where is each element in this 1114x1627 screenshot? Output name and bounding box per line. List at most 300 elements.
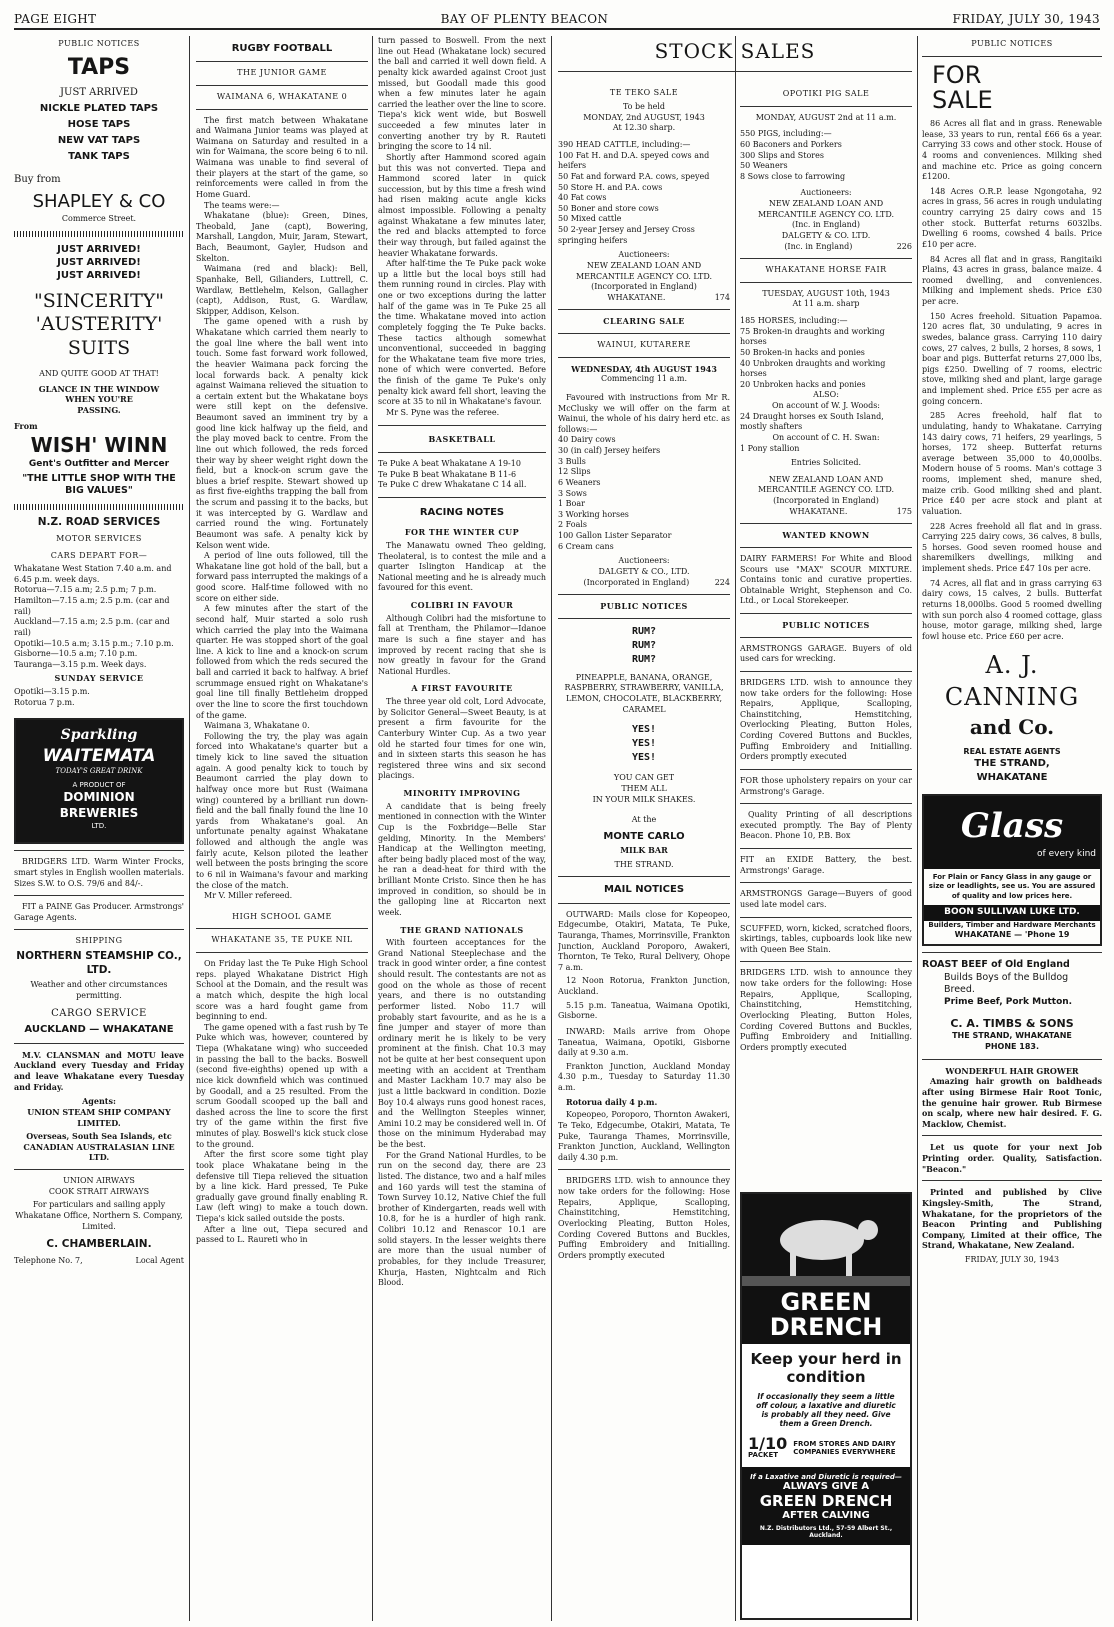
junior-game: THE JUNIOR GAME	[237, 68, 327, 78]
column-3	[378, 36, 546, 1621]
time-line: Rotorua—7.15 a.m; 2.5 p.m; 7 p.m.	[14, 585, 157, 595]
mail-line: 12 Noon Rotorua, Frankton Junction, Auckland.	[558, 976, 730, 997]
divider	[740, 547, 912, 548]
airways: UNION AIRWAYS	[63, 1176, 135, 1185]
drench-word: GREEN	[780, 1288, 872, 1316]
pig-item: 50 Weaners	[740, 161, 788, 171]
nationals-para: With fourteen acceptances for the Grand National Steeplechase and the track in good winter order, a fine contest should result. The contestants are not as good on the whole as those of recent years, and there is no outstanding performer listed. Nobo 11.7 will probably start favourite, and as he is a fine jumper and stayer of more than ordinary merit he is likely to be very prominent at the finish. Chat 10.3 may not be quite at her best consequent upon meeting with an accident at Trentham and Master Lackham 10.7 may also be just a little backward in condition. Dozie Boy 10.4 always runs good honest races, and the Wellington Steeples winner, Amini 10.2 may be considered well in. Of those on the minimum Hyderabad may be the best.	[378, 938, 546, 1150]
cargo-service: CARGO SERVICE	[51, 1008, 147, 1020]
divider	[558, 903, 730, 904]
minority-para: A candidate that is being freely mentioned in connection with the Winter Cup is the Foxbridge—Belle Star gelding, Minority. In the Members' Handicap at the Wellington meeting, after being badly placed most of the way, he ran a dead-heat for third with the brilliant Monte Cristo. Since then he has improved in condition, so should be in the galloping line at Riccarton next week.	[378, 801, 546, 917]
auctioneer: (Incorporated in England)	[773, 496, 879, 505]
brew-line: DOMINION	[63, 790, 135, 805]
wanted-known: WANTED KNOWN	[782, 530, 870, 541]
divider	[196, 61, 368, 62]
shipping-heading: SHIPPING	[75, 936, 123, 946]
sharp: At 11 a.m. sharp	[792, 299, 860, 309]
cattle-item: 50 Boner and store cows	[558, 203, 659, 213]
rugby-para: Waimana (red and black): Bell, Spanhake, Bell, Gilianders, Luttrell, C. Wardlaw, Bettlehelm, Kelson, Gallagher (capt), Addison, Rust, G. Wardlaw, Skipper, Addison, Kelson.	[196, 264, 368, 316]
divider	[922, 1135, 1102, 1136]
footer-date: FRIDAY, JULY 30, 1943	[964, 1255, 1060, 1265]
public-notices-heading: PUBLIC NOTICES	[600, 601, 688, 612]
glass-banner	[924, 796, 1100, 869]
listing: 150 Acres freehold. Situation Papamoa. 120 acres flat, 30 undulating, 9 acres in swedes, balance grass. Carrying 110 dairy cows, 27 calves, 2 bulls, 2 horses, 8 sows, 1 boar and pigs. Butterfat returns 27,000 lbs, pigs £250. Dwelling of 7 rooms, electric stove, milking shed and plant, large garage and implement shed. Price £55 per acre as going concern.	[922, 311, 1102, 406]
dairy-item: 1 Boar	[558, 499, 585, 509]
divider	[14, 1169, 184, 1170]
divider	[14, 504, 184, 510]
from-stores: FROM STORES AND DAIRY COMPANIES EVERYWHERE	[793, 1439, 896, 1456]
shapley-address: Commerce Street.	[61, 214, 137, 224]
hs-cont-para: Mr S. Pyne was the referee.	[386, 407, 500, 417]
divider	[558, 594, 730, 595]
packet: PACKET	[748, 1451, 779, 1460]
wish-shop: "THE LITTLE SHOP WITH THE BIG VALUES"	[22, 472, 176, 497]
suits-tail: GLANCE IN THE WINDOW	[38, 383, 160, 394]
brew-line: LTD.	[91, 821, 107, 830]
divider	[14, 850, 184, 851]
pig-item: 550 PIGS, including:—	[740, 129, 832, 139]
divider	[196, 85, 368, 86]
keep-herd: Keep your herd in condition	[750, 1350, 902, 1387]
auctioneer: Auctioneers:	[800, 188, 852, 198]
motor-services: MOTOR SERVICES	[56, 533, 142, 543]
horse-fair-title: WHAKATANE HORSE FAIR	[765, 265, 887, 275]
cattle-item: 50 Store H. and P.A. cows	[558, 182, 663, 192]
suits-line: "SINCERITY"	[33, 289, 165, 312]
price-block	[748, 1436, 787, 1459]
yes-line: YES!	[631, 752, 657, 764]
get-them: IN YOUR MILK SHAKES.	[592, 794, 696, 804]
cattle-item: 40 Fat cows	[558, 193, 607, 203]
basketball-title: BASKETBALL	[428, 433, 496, 444]
horse-item: 40 Unbroken draughts and working horses	[740, 358, 886, 379]
colibri-title: COLIBRI IN FAVOUR	[410, 600, 514, 611]
always: ALWAYS GIVE A	[782, 1481, 870, 1493]
re-addr: WHAKATANE	[976, 771, 1048, 783]
arrived-line: JUST ARRIVED!	[57, 269, 141, 281]
route: AUCKLAND — WHAKATANE	[24, 1024, 174, 1036]
monte-carlo: MONTE CARLO	[603, 830, 685, 842]
hair-text: Amazing hair growth on baldheads after using Birmese Hair Root Tonic, the genuine hair grower. Rub Birmese on scalp, where new hair desired. F. G. Macklow, Chemist.	[922, 1076, 1102, 1129]
taps-line: HOSE TAPS	[67, 118, 131, 130]
horse-item: 20 Unbroken hacks and ponies	[740, 379, 866, 389]
divider	[740, 106, 912, 107]
cattle-item: 50 2-year Jersey and Jersey Cross springing heifers	[558, 225, 695, 245]
tuesday: TUESDAY, AUGUST 10th, 1943	[762, 288, 890, 298]
winter-cup: FOR THE WINTER CUP	[404, 527, 520, 538]
rum-line: RUM?	[631, 653, 657, 665]
divider	[740, 523, 912, 524]
dairy-item: 6 Weaners	[558, 477, 601, 487]
sunday-time: Opotiki—3.15 p.m.	[14, 687, 90, 696]
sunday-time: Rotorua 7 p.m.	[14, 697, 75, 707]
time-line: Auckland—7.15 a.m; 2.5 p.m. (car and rail)	[14, 617, 170, 637]
waitemata-ad	[14, 718, 184, 844]
sunday-service: SUNDAY SERVICE	[54, 673, 144, 684]
hs-cont-para: Shortly after Hammond scored again but this was not converted. Tiepa and Hammond scored later in quick succession, but by this time a fresh wind had risen making acute angle kicks almost impossible. Following a penalty against Whakatane a few minutes later, the red and blacks attempted to force their way through, but failed against the heavier Whakatane forwards.	[378, 152, 546, 258]
drench-word: DRENCH	[769, 1313, 883, 1342]
masthead	[14, 8, 1100, 30]
column-rule	[372, 36, 373, 1621]
for-sale-word: SALE	[932, 85, 993, 114]
wainui: WAINUI, KUTARERE	[597, 340, 691, 350]
divider	[922, 952, 1102, 953]
union-steam: UNION STEAM SHIP COMPANY LIMITED.	[27, 1106, 171, 1128]
divider	[558, 357, 730, 358]
teteko-held: At 12.30 sharp.	[612, 123, 676, 133]
hs-para: The game opened with a fast rush by Te Puke which was, however, countered by Tiepa (Whakatane wing) who succeeded in passing the ball to the backs. Boswell (second five-eighths) opened up with a nice kick downfield which was continued by Goodall, and a 25 resulted. From the scrum Goodall scooped up the ball and dashed across the line to score the first try of the game within the first five minutes of play. Boswell's kick stuck close to the ground.	[196, 1022, 368, 1149]
hs-para: After the first score some tight play took place Whakatane being in the defensive till Tiepa relieved the situation by a line kick. Hard pressed, Te Puke gradually gave ground finally enabling R. Law (left wing) to make a touch down. Tiepa's kick sailed outside the posts.	[196, 1150, 368, 1224]
divider	[558, 618, 730, 619]
notice: FIT an EXIDE Battery, the best. Armstrongs' Garage.	[740, 855, 912, 875]
divider	[922, 1180, 1102, 1181]
time-line: Hamilton—7.15 a.m; 2.5 p.m. (car and rail)	[14, 596, 170, 616]
buy-from: Buy from	[14, 173, 61, 185]
wish-winn: WISH' WINN	[30, 433, 168, 458]
ad-number: 174	[714, 292, 730, 302]
divider	[740, 671, 912, 672]
divider	[740, 637, 912, 638]
drench-title	[742, 1286, 910, 1344]
dairy-item: 3 Working horses	[558, 509, 629, 519]
listing: 148 Acres O.R.P. lease Ngongotaha, 92 acres in grass, 56 acres in rough undulating country carrying 25 dairy cows and 15 other stock. Butterfat returns 6032lbs. Dwelling 6 rooms, cowshed 4 bails. Price £10 per acre.	[922, 186, 1102, 249]
rugby-para: Whakatane (blue): Green, Dines, Theobald, Jane (capt), Bowering, Marshall, Langdon, Muir, Jaram, Stewart, Bach, Beaumont, Gayler, Hudson and Skelton.	[196, 211, 368, 263]
arrived-line: JUST ARRIVED!	[57, 256, 141, 268]
hs-para: After a line out, Tiepa secured and passed to L. Raureti who in	[196, 1224, 368, 1245]
divider	[740, 961, 912, 962]
price: 1/10	[748, 1434, 788, 1454]
hs-cont-para: After half-time the Te Puke pack woke up a little but the local boys still had them running round in circles. Play with one or two exceptions during the latter half of the game was in Te Puke 25 all the time. Whakatane moved into action completely fogging the Te Puke backs. These tactics although somewhat unconventional, succeeded in bagging for the Whakatane team five more tries, none of which were converted. Before the finish of the game Te Puke's only penalty kick award fell short, leaving the score at 35 to nil in Whakatane's favour.	[378, 259, 546, 407]
green-drench-2: GREEN DRENCH	[759, 1492, 893, 1511]
rugby-para: A period of line outs followed, till the Whakatane line got hold of the ball, but a forward pass interrupted the makings of a good score. Half-time followed with no score on either side.	[196, 551, 368, 603]
divider	[740, 917, 912, 918]
milk-bar: MILK BAR	[620, 845, 668, 856]
column-6	[922, 36, 1102, 1621]
auctioneer: (Inc. in England)	[791, 220, 861, 230]
column-2	[196, 36, 368, 1621]
pig-item: 300 Slips and Stores	[740, 150, 824, 160]
mail-title: MAIL NOTICES	[603, 884, 685, 896]
rugby-para: The teams were:—	[204, 200, 280, 210]
pig-item: 8 Sows close to farrowing	[740, 171, 846, 181]
mail-line: 5.15 p.m. Taneatua, Waimana Opotiki, Gisborne.	[558, 1000, 730, 1021]
divider	[740, 282, 912, 283]
get-them: THEM ALL	[621, 783, 667, 793]
racing-title: RACING NOTES	[419, 507, 505, 518]
mail-line: OUTWARD: Mails close for Kopeopeo, Edgecumbe, Otakiri, Matata, Te Puke, Tauranga, Thames, Morrinsville, Frankton Junction, Auckland Poroporo, Awakeri, Thornton, Te Teko, Rural Delivery, Ohope 7 a.m.	[558, 909, 730, 972]
weather-note: Weather and other circumstances permitting.	[30, 979, 168, 1000]
canning-co: and Co.	[969, 715, 1055, 740]
clearing-title: CLEARING SALE	[603, 316, 685, 327]
divider	[14, 929, 184, 930]
notice: FOR those upholstery repairs on your car Armstrong's Garage.	[740, 775, 912, 796]
divider	[558, 333, 730, 334]
also: ALSO:	[813, 390, 839, 400]
timbs: C. A. TIMBS & SONS	[950, 1016, 1074, 1030]
dairy-item: 40 Dairy cows	[558, 435, 616, 445]
divider	[922, 56, 1102, 57]
brew-line: Sparkling	[60, 727, 138, 744]
notice: Quality Printing of all descriptions executed promptly. The Bay of Plenty Beacon. Phone 10, P.B. Box	[740, 810, 912, 841]
suits-line: SUITS	[67, 337, 131, 360]
auctioneer: (Incorporated in England)	[591, 282, 697, 292]
monday: MONDAY, AUGUST 2nd at 11 a.m.	[755, 112, 897, 122]
quote-text: Let us quote for your next Job Printing order. Quality, Satisfaction. "Beacon."	[922, 1142, 1102, 1174]
wednesday: WEDNESDAY, 4th AUGUST 1943	[571, 363, 717, 374]
bball-result: Te Puke C drew Whakatane C 14 all.	[378, 480, 527, 490]
chamberlain: C. CHAMBERLAIN.	[46, 1238, 152, 1251]
mv-notice: M.V. CLANSMAN and MOTU leave Auckland every Tuesday and Friday and leave Whakatane every Tuesday and Friday.	[14, 1049, 184, 1092]
woods: On account of W. J. Woods:	[772, 401, 880, 410]
builds-boys: Builds Boys of the Bulldog Breed.	[944, 971, 1069, 996]
taps-line: TANK TAPS	[68, 150, 130, 162]
auctioneer: (Incorporated in England)	[583, 577, 690, 587]
cattle-item: 100 Fat H. and D.A. speyed cows and heifers	[558, 150, 710, 171]
public-notices-heading: PUBLIC NOTICES	[782, 620, 870, 630]
favourite-title: A FIRST FAVOURITE	[411, 683, 513, 694]
cattle-item: 50 Mixed cattle	[558, 214, 622, 224]
hs-para: On Friday last the Te Puke High School reps. played Whakatane District High School at the Domain, and the result was a match which, despite the high local score was a hard fought game from beginning to end.	[196, 959, 368, 1022]
pony: 1 Pony stallion	[740, 443, 800, 453]
divider	[14, 895, 184, 896]
for-sale	[932, 60, 1102, 114]
horse-item: 50 Broken-in hacks and ponies	[740, 347, 865, 357]
column-rule	[551, 36, 552, 1621]
time-line: Whakatane West Station 7.40 a.m. and 6.45 p.m. week days.	[14, 564, 172, 584]
teteko-held: MONDAY, 2nd AUGUST, 1943	[583, 112, 705, 122]
ad-number: 175	[896, 506, 912, 516]
divider	[378, 452, 546, 453]
divider	[558, 309, 730, 310]
divider	[196, 952, 368, 953]
glass-text: For Plain or Fancy Glass in any gauge or size or leadlights, see us. You are assured of quality and low prices here.	[928, 873, 1096, 900]
notice: SCUFFED, worn, kicked, scratched floors, skirtings, tables, cupboards look like new with Queen Bee Stain.	[740, 923, 912, 954]
yes-line: YES!	[631, 724, 657, 736]
mail-line: Kopeopeo, Poroporo, Thornton Awakeri, Te Teko, Edgecumbe, Otakiri, Matata, Te Puke, Tauranga Thames, Morrinsville, Frankton Junction, Auckland, Wellington daily 4.30 p.m.	[558, 1110, 730, 1162]
entries: Entries Solicited.	[790, 458, 862, 468]
roast-beef: ROAST BEEF of Old England	[922, 958, 1070, 970]
drench-text: If occasionally they seem a little off colour, a laxative and diuretic is probably all they need. Give them a Green Drench.	[756, 1392, 896, 1429]
time-line: Tauranga—3.15 p.m. Week days.	[14, 659, 147, 669]
glass-word: Glass	[960, 806, 1064, 846]
page-number: PAGE EIGHT	[14, 12, 97, 26]
arrived-line: JUST ARRIVED!	[57, 243, 141, 255]
cars-depart: CARS DEPART FOR—	[50, 550, 148, 560]
divider	[740, 803, 912, 804]
taps-line: NEW VAT TAPS	[57, 134, 141, 146]
nationals-title: THE GRAND NATIONALS	[400, 924, 524, 935]
rum-line: RUM?	[631, 639, 657, 651]
re-agents: REAL ESTATE AGENTS	[963, 746, 1061, 756]
teteko-held: To be held	[622, 102, 666, 112]
auctioneer: DALGETY & CO. LTD.	[781, 230, 871, 240]
notice: BRIDGERS LTD. wish to announce they now take orders for the following: Hose Repairs, Applique, Scalloping, Chainstitching, Hemstitching, Overlocking Pleating, Button Holes, Cording Covered Buttons and Buckles, Puffing Embroidery and Initialling. Orders promptly executed	[740, 968, 912, 1052]
listing: 74 Acres, all flat and in grass carrying 63 dairy cows, 15 calves, 2 bulls. Butterfat returns 18,000lbs. Good 5 roomed dwelling with sun porch also 4 roomed cottage, glass house, motor garage, milking shed, large fowl house etc. Price £60 per acre.	[922, 578, 1102, 641]
auctioneer: NEW ZEALAND LOAN AND MERCANTILE AGENCY CO. LTD.	[575, 260, 713, 281]
horse-item: 185 HORSES, including:—	[740, 316, 848, 325]
score-2: WHAKATANE 35, TE PUKE NIL	[211, 935, 353, 945]
favourite-para: The three year old colt, Lord Advocate, by Solicitor General—Sweet Beauty, is at present a firm favourite for the Canterbury Winter Cup. As a two year old he started four times for one win, and in sixteen starts this season he has registered three wins and six second placings.	[378, 697, 546, 781]
cattle-item: 50 Fat and forward P.A. cows, speyed	[558, 171, 710, 181]
divider	[740, 882, 912, 883]
wish-sub: Gent's Outfitter and Mercer	[28, 458, 170, 469]
divider	[922, 1059, 1102, 1060]
divider	[196, 109, 368, 110]
rugby-para: Waimana 3, Whakatane 0.	[204, 721, 310, 731]
divider	[558, 876, 730, 877]
brew-line: WAITEMATA	[42, 745, 156, 766]
suits-tail: PASSING.	[77, 404, 121, 415]
public-notices-heading: PUBLIC NOTICES	[971, 39, 1053, 48]
divider	[740, 848, 912, 849]
timbs-phone: PHONE 183.	[984, 1042, 1040, 1052]
time-line: Gisborne—10.5 a.m; 7.10 p.m.	[14, 649, 138, 659]
column-1	[14, 36, 184, 1621]
opotiki-title: OPOTIKI PIG SALE	[782, 89, 870, 98]
divider	[14, 231, 184, 237]
paine-notice: FIT a PAINE Gas Producer. Armstrongs' Garage Agents.	[14, 902, 184, 922]
dairy-item: 100 Gallon Lister Separator	[558, 531, 672, 541]
auctioneer: DALGETY & CO., LTD.	[598, 566, 690, 576]
suits-tail: AND QUITE GOOD AT THAT!	[39, 368, 159, 378]
time-line: Opotiki—10.5 a.m; 3.15 p.m.; 7.10 p.m.	[14, 638, 174, 648]
agents: Agents:	[82, 1096, 116, 1107]
taps-title: TAPS	[67, 54, 131, 80]
dairy-item: 2 Foals	[558, 520, 587, 530]
divider	[196, 928, 368, 929]
favoured: Favoured with instructions from Mr R. McClusky we will offer on the farm at Wainui, the whole of his dairy herd etc. as follows:—	[558, 392, 730, 434]
divider	[14, 1043, 184, 1044]
listing: 228 Acres freehold all flat and in grass. Carrying 225 dairy cows, 36 calves, 8 bulls, 5 horses. Good seven roomed house and sharemilkers dwellings, milking and implement sheds. Price £47 10s per acre.	[922, 521, 1102, 573]
re-addr: THE STRAND,	[974, 758, 1050, 770]
rugby-para: Following the try, the play was again forced into Whakatane's quarter but a timely kick to line saved the situation again. A good penalty kick to touch by Beaumont carried the play down to halfway once more but Rust (Waimana wing) countered by a brilliant run down-field and the ball finally found the line 10 yards from Whakatane's goal. An unfortunate penalty against Whakatane followed and although the angle was fairly acute, Kelson piloted the leather well between the posts bringing the score to 6 nil in Waimana's favour and marking the close of the match.	[196, 731, 368, 890]
divider	[558, 1169, 730, 1170]
suits-line: 'AUSTERITY'	[35, 313, 163, 336]
swan: On account of C. H. Swan:	[772, 432, 880, 442]
brew-line: TODAY'S GREAT DRINK	[55, 767, 143, 776]
paper-title: BAY OF PLENTY BEACON	[440, 12, 609, 26]
teteko-title: TE TEKO SALE	[609, 87, 679, 97]
builders: Builders, Timber and Hardware Merchants	[928, 921, 1096, 930]
divider	[378, 497, 546, 498]
from-label: From	[14, 421, 38, 432]
green-drench-ad	[740, 1192, 912, 1620]
road-title: N.Z. ROAD SERVICES	[37, 515, 161, 528]
public-notices-heading: PUBLIC NOTICES	[58, 39, 140, 48]
bball-result: Te Puke B beat Whakatane B 11-6	[378, 469, 517, 479]
timbs-addr: THE STRAND, WHAKATANE	[952, 1031, 1072, 1041]
auctioneer: NEW ZEALAND LOAN AND MERCANTILE AGENCY CO. LTD.	[757, 474, 895, 495]
listing: 84 Acres all flat and in grass, Rangitaiki Plains, 43 acres in grass, balance maize. 4 roomed dwelling, and conveniences. Milking and implement sheds. Price £30 per acre.	[922, 254, 1102, 306]
auctioneer: WHAKATANE.	[607, 292, 666, 302]
after-calving: AFTER CALVING	[782, 1510, 870, 1522]
ad-number: 224	[714, 577, 730, 587]
glass-ad	[922, 794, 1102, 946]
rugby-para: The game opened with a rush by Whakatane which carried them nearly to the goal line where the ball went into touch. Some fast forward work followed, the heavier Waimana pack forcing the local forwards back. A penalty kick against Waimana relieved the situation to a certain extent but the Whakatane boys were still kept on the defensive. Beaumont saved an imminent try by a good line kick halfway up the field, and the play moved back to centre. From the line out which followed, the reds forced their way by sheer weight right down the field, but a knock-on scrum gave the blues a brief respite. Stewart showed up as first five-eighths trapping the ball from the scrum and passing it to the backs, but it was intercepted by G. Wardlaw and carried round the wing. Fortunately Beaumont was safe. A penalty kick by Kelson went wide.	[196, 317, 368, 550]
dairy-item: 6 Cream cans	[558, 541, 614, 551]
auctioneer: Auctioneers:	[618, 556, 670, 566]
minority-title: MINORITY IMPROVING	[403, 788, 521, 799]
draught: 24 Draught horses ex South Island, mostly shafters	[740, 411, 884, 432]
nationals-para: For the Grand National Hurdles, to be run on the second day, there are 23 listed. The distance, two and a half miles and 160 yards will test the stamina of Town Survey 10.12, Native Chief the full brother of Kindergarten, reads well with 10.8, for he is a hurdler of high rank. Colibri 10.12 and Renascor 10.1 are solid stayers. In the lesser weights there are more than the usual number of probables, for they include Treasurer, Khurja, Hasten, Nightcalm and Rich Blood.	[378, 1150, 546, 1288]
notice: ARMSTRONGS Garage—Buyers of good used late model cars.	[740, 889, 912, 909]
laxative: If a Laxative and Diuretic is required—	[750, 1473, 902, 1482]
divider	[740, 613, 912, 614]
auctioneer: WHAKATANE.	[789, 506, 848, 516]
auctioneer: (Inc. in England)	[784, 241, 853, 251]
brew-line: BREWERIES	[59, 806, 139, 821]
overseas: Overseas, South Sea Islands, etc	[26, 1131, 172, 1142]
northern-steamship: NORTHERN STEAMSHIP CO., LTD.	[16, 950, 182, 976]
notice: BRIDGERS LTD. wish to announce they now take orders for the following: Hose Repairs, Applique, Scalloping, Chainstitching, Hemstitching, Overlocking Pleating, Button Holes, Cording Covered Buttons and Buckles, Puffing Embroidery and Initialling. Orders promptly executed	[740, 677, 912, 762]
bridgers-notice: BRIDGERS LTD. wish to announce they now take orders for the following: Hose Repairs, Applique, Scalloping, Chainstitching, Hemstitching, Overlocking Pleating, Button Holes, Cording Covered Buttons and Buckles, Puffing Embroidery and Initialling. Orders promptly executed	[558, 1176, 730, 1260]
canadian: CANADIAN AUSTRALASIAN LINE LTD.	[23, 1141, 175, 1163]
brew-line: A PRODUCT OF	[72, 780, 126, 789]
divider	[558, 71, 912, 72]
column-rule	[735, 36, 736, 1621]
hair-title: WONDERFUL HAIR GROWER	[945, 1065, 1079, 1076]
the-strand: THE STRAND.	[614, 859, 674, 869]
auctioneer: Auctioneers:	[618, 250, 670, 260]
rum-line: RUM?	[631, 625, 657, 637]
phone-left: Telephone No. 7,	[14, 1256, 83, 1266]
winter-para: The Manawatu owned Theo gelding, Theolateral, is to contest the mile and a quarter Islington Handicap at the National meeting and he is already much favoured for this event.	[378, 540, 546, 593]
shapley-name: SHAPLEY & CO	[32, 191, 166, 213]
cow-icon	[742, 1194, 910, 1286]
listing: 285 Acres freehold, half flat to undulating, handy to Whakatane. Carrying 143 dairy cows, 71 heifers, 29 yearlings, 5 horses, 172 sheep. Butterfat returns average between 35,000 to 40,000lbs. Modern house of 5 rooms. Man's cottage 3 rooms, implement shed, manure shed, maize crib. Good milking shed and plant. Price £40 per acre stock and plant at valuation.	[922, 411, 1102, 516]
at-the: At the	[631, 815, 657, 825]
price-row	[748, 1436, 904, 1459]
rugby-para: The first match between Whakatane and Waimana Junior teams was played at Waimana on Saturday and resulted in a win for Waimana, the score being 6 to nil. Waimana was unable to find several of their players at the start of the game, so reinforcements were called in from the Home Guard.	[196, 115, 368, 199]
bball-result: Te Puke A beat Whakatane A 19-10	[378, 459, 521, 469]
score-1: WAIMANA 6, WHAKATANE 0	[216, 91, 348, 101]
mail-line: INWARD: Mails arrive from Ohope Taneatua, Waimana, Opotiki, Gisborne daily at 9.30 a.m.	[558, 1026, 730, 1058]
taps-line: JUST ARRIVED	[60, 86, 138, 98]
distributors: N.Z. Distributors Ltd., 57-59 Albert St., Auckland.	[759, 1525, 893, 1540]
boon: BOON SULLIVAN LUKE LTD.	[924, 905, 1100, 921]
drench-footer	[742, 1467, 910, 1545]
particulars: For particulars and sailing apply Whakatane Office, Northern S. Company, Limited.	[15, 1200, 183, 1231]
rugby-para: A few minutes after the start of the second half, Muir started a solo rush which carried the play into the Waimana quarter. He was stopped short of the goal line. A kick to line and a knock-on scrum followed from which the reds secured the ball and carried it back to halfway. A brief scrummage ensued right on Whakatane's goal line till finally Bettleheim dropped over the line to score the first touchdown of the game.	[196, 604, 368, 720]
listing: 86 Acres all flat and in grass. Renewable lease, 33 years to run, rental £66 6s a year. Carrying 33 cows and other stock. House of 4 rooms and conveniences. Milking shed and machine etc. Price as going concern £1200.	[922, 119, 1102, 182]
dairy-item: 30 (in calf) Jersey heifers	[558, 446, 661, 456]
horse-item: 75 Broken-in draughts and working horses	[740, 326, 885, 347]
dairy-item: 12 Slips	[558, 467, 591, 477]
column-rule	[189, 36, 190, 1621]
pig-item: 60 Baconers and Porkers	[740, 139, 842, 149]
dairy-notice: DAIRY FARMERS! For White and Blood Scours use "MAX" SCOUR MIXTURE. Contains tonic and curative properties. Obtainable Wright, Stephenson and Co. Ltd., or Local Storekeeper.	[740, 553, 912, 606]
phone-right: Local Agent	[135, 1256, 184, 1266]
auctioneer: NEW ZEALAND LOAN AND MERCANTILE AGENCY CO. LTD.	[757, 199, 895, 219]
mail-line: Frankton Junction, Auckland Monday 4.30 p.m., Tuesday to Saturday 11.30 a.m.	[558, 1061, 730, 1093]
commencing: Commencing 11 a.m.	[600, 374, 687, 384]
boon-loc: WHAKATANE — 'Phone 19	[954, 930, 1070, 940]
phone-line	[14, 1256, 184, 1267]
colibri-para: Although Colibri had the misfortune to fall at Trentham, the Philamor—Idanoe mare is such a fine stayer and has improved by recent racing that she is now greatly in favour for the Grand National Hurdles.	[378, 613, 546, 676]
flavours: PINEAPPLE, BANANA, ORANGE, RASPBERRY, STRAWBERRY, VANILLA, LEMON, CHOCOLATE, BLACKBERRY, CARAMEL	[564, 672, 724, 714]
issue-date: FRIDAY, JULY 30, 1943	[952, 12, 1100, 26]
mail-line: Rotorua daily 4 p.m.	[566, 1096, 658, 1107]
suits-tail: WHEN YOU'RE	[65, 394, 133, 405]
hs-cont-para: turn passed to Boswell. From the next line out Head (Whakatane lock) secured the ball and carried it well down field. A penalty kick awarded against Croot just missed, but Goodall made this good when a few minutes later he again carried the leather over the line to score. Tiepa's kick went wide, but Boswell succeeded a few minutes later in converting another try by R. Rauteti bringing the score to 14 nil.	[378, 36, 546, 152]
stock-sales-title: STOCK SALES	[654, 39, 816, 63]
notice: ARMSTRONGS GARAGE. Buyers of old used cars for wrecking.	[740, 643, 912, 664]
dairy-item: 3 Bulls	[558, 456, 586, 466]
rugby-para: Mr V. Miller refereed.	[204, 891, 293, 901]
hs-title: HIGH SCHOOL GAME	[232, 911, 332, 921]
prime-beef: Prime Beef, Pork Mutton.	[944, 996, 1073, 1007]
cow-image	[742, 1194, 910, 1286]
